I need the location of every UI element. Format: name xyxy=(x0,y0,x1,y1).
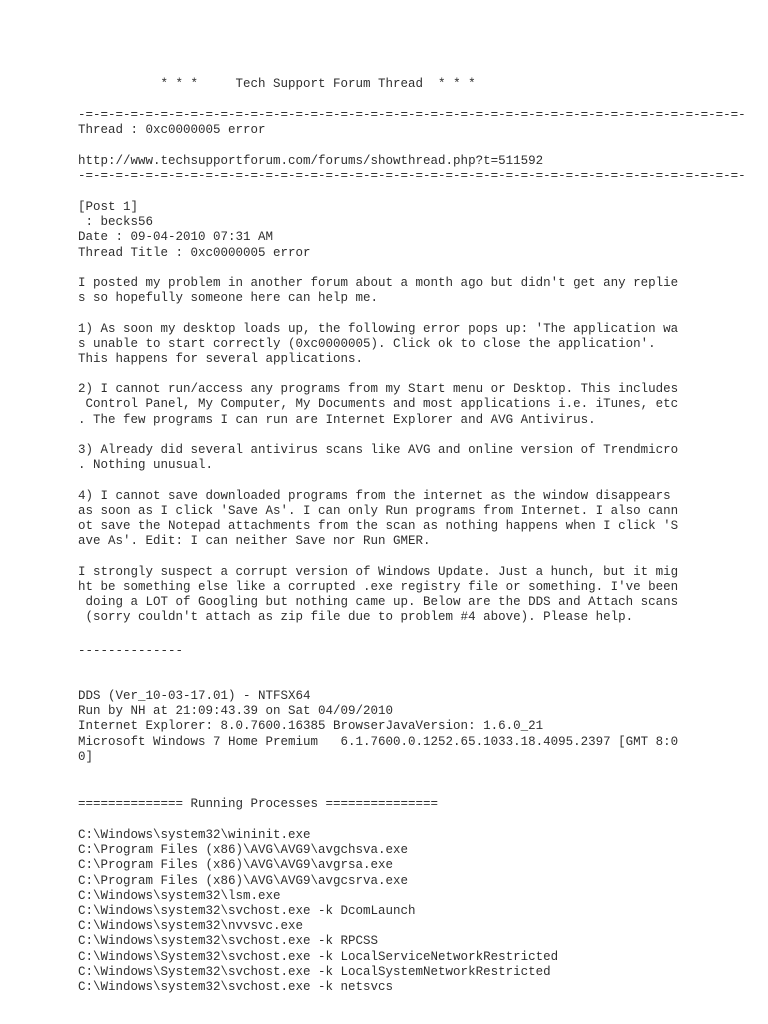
separator-bottom: -=-=-=-=-=-=-=-=-=-=-=-=-=-=-=-=-=-=-=-=-=-=-=-=-=-=-=-=-=-=-=-=-=-=-=-=-=-=-=-=-=-=-=-=- xyxy=(78,168,746,183)
blank-line xyxy=(78,367,678,382)
short-separator: -------------- xyxy=(78,644,184,658)
process-item: C:\Windows\System32\svchost.exe -k LocalSystemNetworkRestricted xyxy=(78,964,551,979)
process-item: C:\Windows\system32\svchost.exe -k netsvcs xyxy=(78,979,394,994)
thread-url-link[interactable]: http://www.techsupportforum.com/forums/showthread.php?t=511592 xyxy=(78,153,544,168)
blank-line xyxy=(78,138,746,153)
process-item: C:\Program Files (x86)\AVG\AVG9\avgcsrva.exe xyxy=(78,873,409,888)
separator-top: -=-=-=-=-=-=-=-=-=-=-=-=-=-=-=-=-=-=-=-=-=-=-=-=-=-=-=-=-=-=-=-=-=-=-=-=-=-=-=-=-=-=-=-=- xyxy=(78,108,746,122)
post-body-line: (sorry couldn't attach as zip file due to problem #4 above). Please help. xyxy=(78,610,634,625)
dds-info xyxy=(78,689,678,765)
process-item: C:\Windows\system32\nvvsvc.exe xyxy=(78,919,304,934)
post-body-line: ave As'. Edit: I can neither Save nor Run GMER. xyxy=(78,534,431,549)
process-list xyxy=(78,828,558,995)
process-item: C:\Program Files (x86)\AVG\AVG9\avgchsva.exe xyxy=(78,843,409,858)
thread-line: Thread : 0xc0000005 error xyxy=(78,123,266,138)
blank-line xyxy=(78,549,678,564)
title-indent xyxy=(78,77,161,91)
dds-line: Run by NH at 21:09:43.39 on Sat 04/09/2010 xyxy=(78,704,394,719)
process-item: C:\Windows\system32\wininit.exe xyxy=(78,828,311,842)
thread-header xyxy=(78,108,746,184)
post-body-line: s unable to start correctly (0xc0000005). Click ok to close the application'. xyxy=(78,336,656,351)
post-body-line: . Nothing unusual. xyxy=(78,458,214,473)
blank-line xyxy=(78,428,678,443)
post-body-line: 3) Already did several antivirus scans like AVG and online version of Trendmicro xyxy=(78,443,679,457)
process-item: C:\Windows\system32\lsm.exe xyxy=(78,888,281,903)
post-author: : becks56 xyxy=(78,215,154,230)
thread-url[interactable] xyxy=(78,154,746,169)
process-item: C:\Windows\System32\svchost.exe -k LocalServiceNetworkRestricted xyxy=(78,949,559,964)
document-title xyxy=(78,77,476,92)
post-number: [Post 1] xyxy=(78,200,139,214)
dds-line: 0] xyxy=(78,749,94,764)
post-body-line: Control Panel, My Computer, My Documents and most applications i.e. iTunes, etc xyxy=(78,397,679,412)
processes-header: ============== Running Processes =============== xyxy=(78,797,439,811)
dds-line: Internet Explorer: 8.0.7600.16385 BrowserJavaVersion: 1.6.0_21 xyxy=(78,719,544,734)
post-body-line: I posted my problem in another forum about a month ago but didn't get any replie xyxy=(78,275,679,290)
process-item: C:\Program Files (x86)\AVG\AVG9\avgrsa.exe xyxy=(78,858,394,873)
post-body-line: doing a LOT of Googling but nothing came up. Below are the DDS and Attach scans xyxy=(78,594,679,609)
post-date: Date : 09-04-2010 07:31 AM xyxy=(78,230,274,245)
process-item: C:\Windows\system32\svchost.exe -k RPCSS xyxy=(78,934,379,949)
post-body-line: 4) I cannot save downloaded programs from the internet as the window disappears xyxy=(78,488,671,503)
post-body-line: I strongly suspect a corrupt version of Windows Update. Just a hunch, but it mig xyxy=(78,564,679,579)
post-body-line: 1) As soon my desktop loads up, the following error pops up: 'The application wa xyxy=(78,321,679,336)
post-body-line: This happens for several applications. xyxy=(78,351,364,366)
post-body-line: . The few programs I can run are Internet Explorer and AVG Antivirus. xyxy=(78,412,596,427)
blank-line xyxy=(78,306,678,321)
post xyxy=(78,200,678,625)
post-body-line: as soon as I click 'Save As'. I can only Run programs from Internet. I also cann xyxy=(78,503,679,518)
post-body-line: ot save the Notepad attachments from the scan as nothing happens when I click 'S xyxy=(78,518,679,533)
dds-line: DDS (Ver_10-03-17.01) - NTFSX64 xyxy=(78,689,311,703)
blank-line xyxy=(78,473,678,488)
blank-line xyxy=(78,261,678,276)
post-body-line: 2) I cannot run/access any programs from my Start menu or Desktop. This includes xyxy=(78,382,679,397)
post-body-line: ht be something else like a corrupted .exe registry file or something. I've been xyxy=(78,579,679,594)
post-body xyxy=(78,276,678,625)
title-text: * * * Tech Support Forum Thread * * * xyxy=(160,77,476,91)
post-thread-title: Thread Title : 0xc0000005 error xyxy=(78,245,311,260)
post-body-line: s so hopefully someone here can help me. xyxy=(78,291,379,306)
process-item: C:\Windows\system32\svchost.exe -k DcomLaunch xyxy=(78,903,416,918)
dds-line: Microsoft Windows 7 Home Premium 6.1.7600.0.1252.65.1033.18.4095.2397 [GMT 8:0 xyxy=(78,734,679,749)
